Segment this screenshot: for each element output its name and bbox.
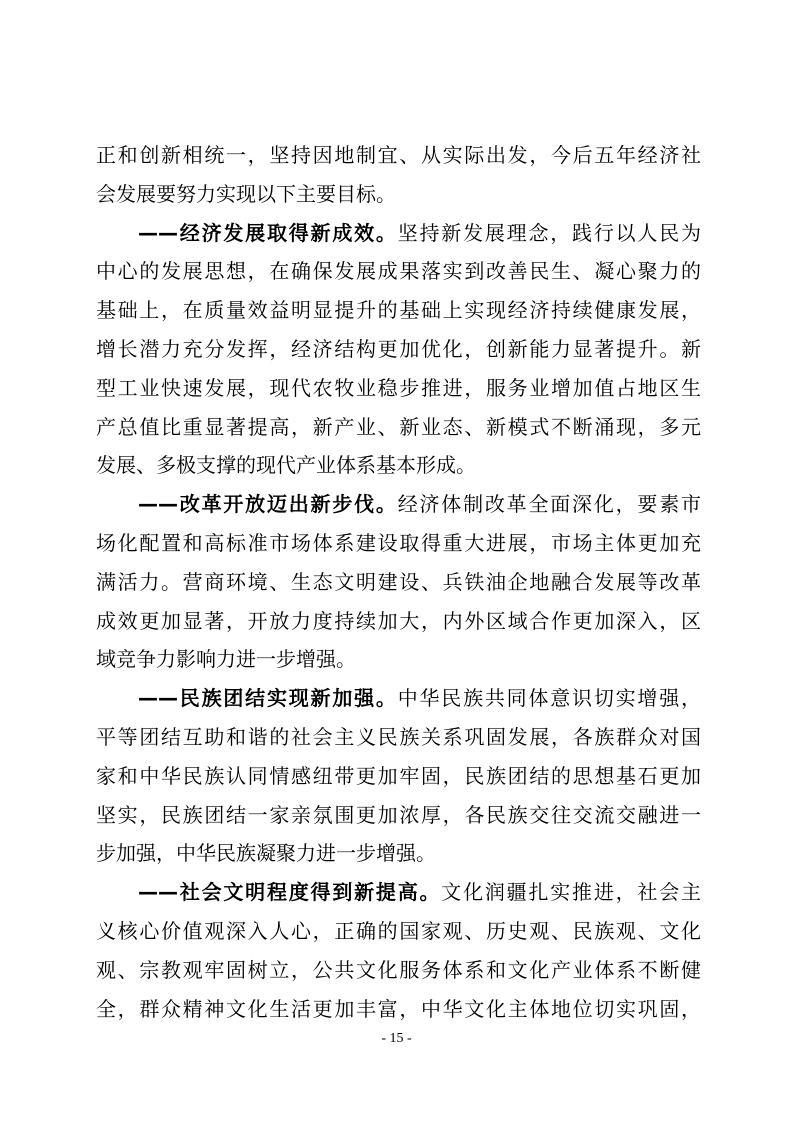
text-line: 发展、多极支撑的现代产业体系基本形成。 xyxy=(96,453,476,478)
text-line: 义核心价值观深入人心，正确的国家观、历史观、民族观、文化 xyxy=(96,918,701,943)
text-span: 坚持新发展理念，践行以人民为 xyxy=(397,220,702,245)
section-heading-economy: ——经济发展取得新成效。 xyxy=(138,220,398,245)
text-line xyxy=(96,679,701,718)
text-line: 家和中华民族认同情感纽带更加牢固，民族团结的思想基石更加 xyxy=(96,763,701,788)
text-line: 产总值比重显著提高，新产业、新业态、新模式不断涌现，多元 xyxy=(96,414,701,439)
paragraph-intro xyxy=(96,136,701,214)
text-line: 域竞争力影响力进一步增强。 xyxy=(96,647,356,672)
text-line: 平等团结互助和谐的社会主义民族关系巩固发展，各族群众对国 xyxy=(96,724,701,749)
section-heading-civilization: ——社会文明程度得到新提高。 xyxy=(138,880,442,905)
text-line xyxy=(96,214,701,253)
text-line: 坚实，民族团结一家亲氛围更加浓厚，各民族交往交流交融进一 xyxy=(96,802,701,827)
text-line xyxy=(96,485,701,524)
section-heading-reform: ——改革开放迈出新步伐。 xyxy=(138,492,398,517)
text-line: 中心的发展思想，在确保发展成果落实到改善民生、凝心聚力的 xyxy=(96,259,701,284)
text-line: 步加强，中华民族凝聚力进一步增强。 xyxy=(96,841,436,866)
paragraph-reform xyxy=(96,485,701,679)
text-line: 满活力。营商环境、生态文明建设、兵铁油企地融合发展等改革 xyxy=(96,569,701,594)
text-line: 观、宗教观牢固树立，公共文化服务体系和文化产业体系不断健 xyxy=(96,957,701,982)
text-line: 型工业快速发展，现代农牧业稳步推进，服务业增加值占地区生 xyxy=(96,375,701,400)
paragraph-unity xyxy=(96,679,701,873)
text-line: 基础上，在质量效益明显提升的基础上实现经济持续健康发展， xyxy=(96,298,701,323)
text-line: 会发展要努力实现以下主要目标。 xyxy=(96,181,396,206)
text-line: 场化配置和高标准市场体系建设取得重大进展，市场主体更加充 xyxy=(96,530,701,555)
document-body xyxy=(96,136,701,1028)
text-line: 增长潜力充分发挥，经济结构更加优化，创新能力显著提升。新 xyxy=(96,336,701,361)
paragraph-economy xyxy=(96,214,701,486)
text-span: 经济体制改革全面深化，要素市 xyxy=(397,492,702,517)
text-line: 成效更加显著，开放力度持续加大，内外区域合作更加深入，区 xyxy=(96,608,701,633)
paragraph-civilization xyxy=(96,873,701,1028)
text-line: 正和创新相统一，坚持因地制宜、从实际出发，今后五年经济社 xyxy=(96,143,701,167)
text-line xyxy=(96,873,701,912)
text-span: 中华民族共同体意识切实增强， xyxy=(397,686,702,711)
text-line: 全，群众精神文化生活更加丰富，中华文化主体地位切实巩固， xyxy=(96,996,701,1021)
page-number: - 15 - xyxy=(381,1031,412,1046)
text-span: 文化润疆扎实推进，社会主 xyxy=(441,880,702,905)
section-heading-unity: ——民族团结实现新加强。 xyxy=(138,686,398,711)
